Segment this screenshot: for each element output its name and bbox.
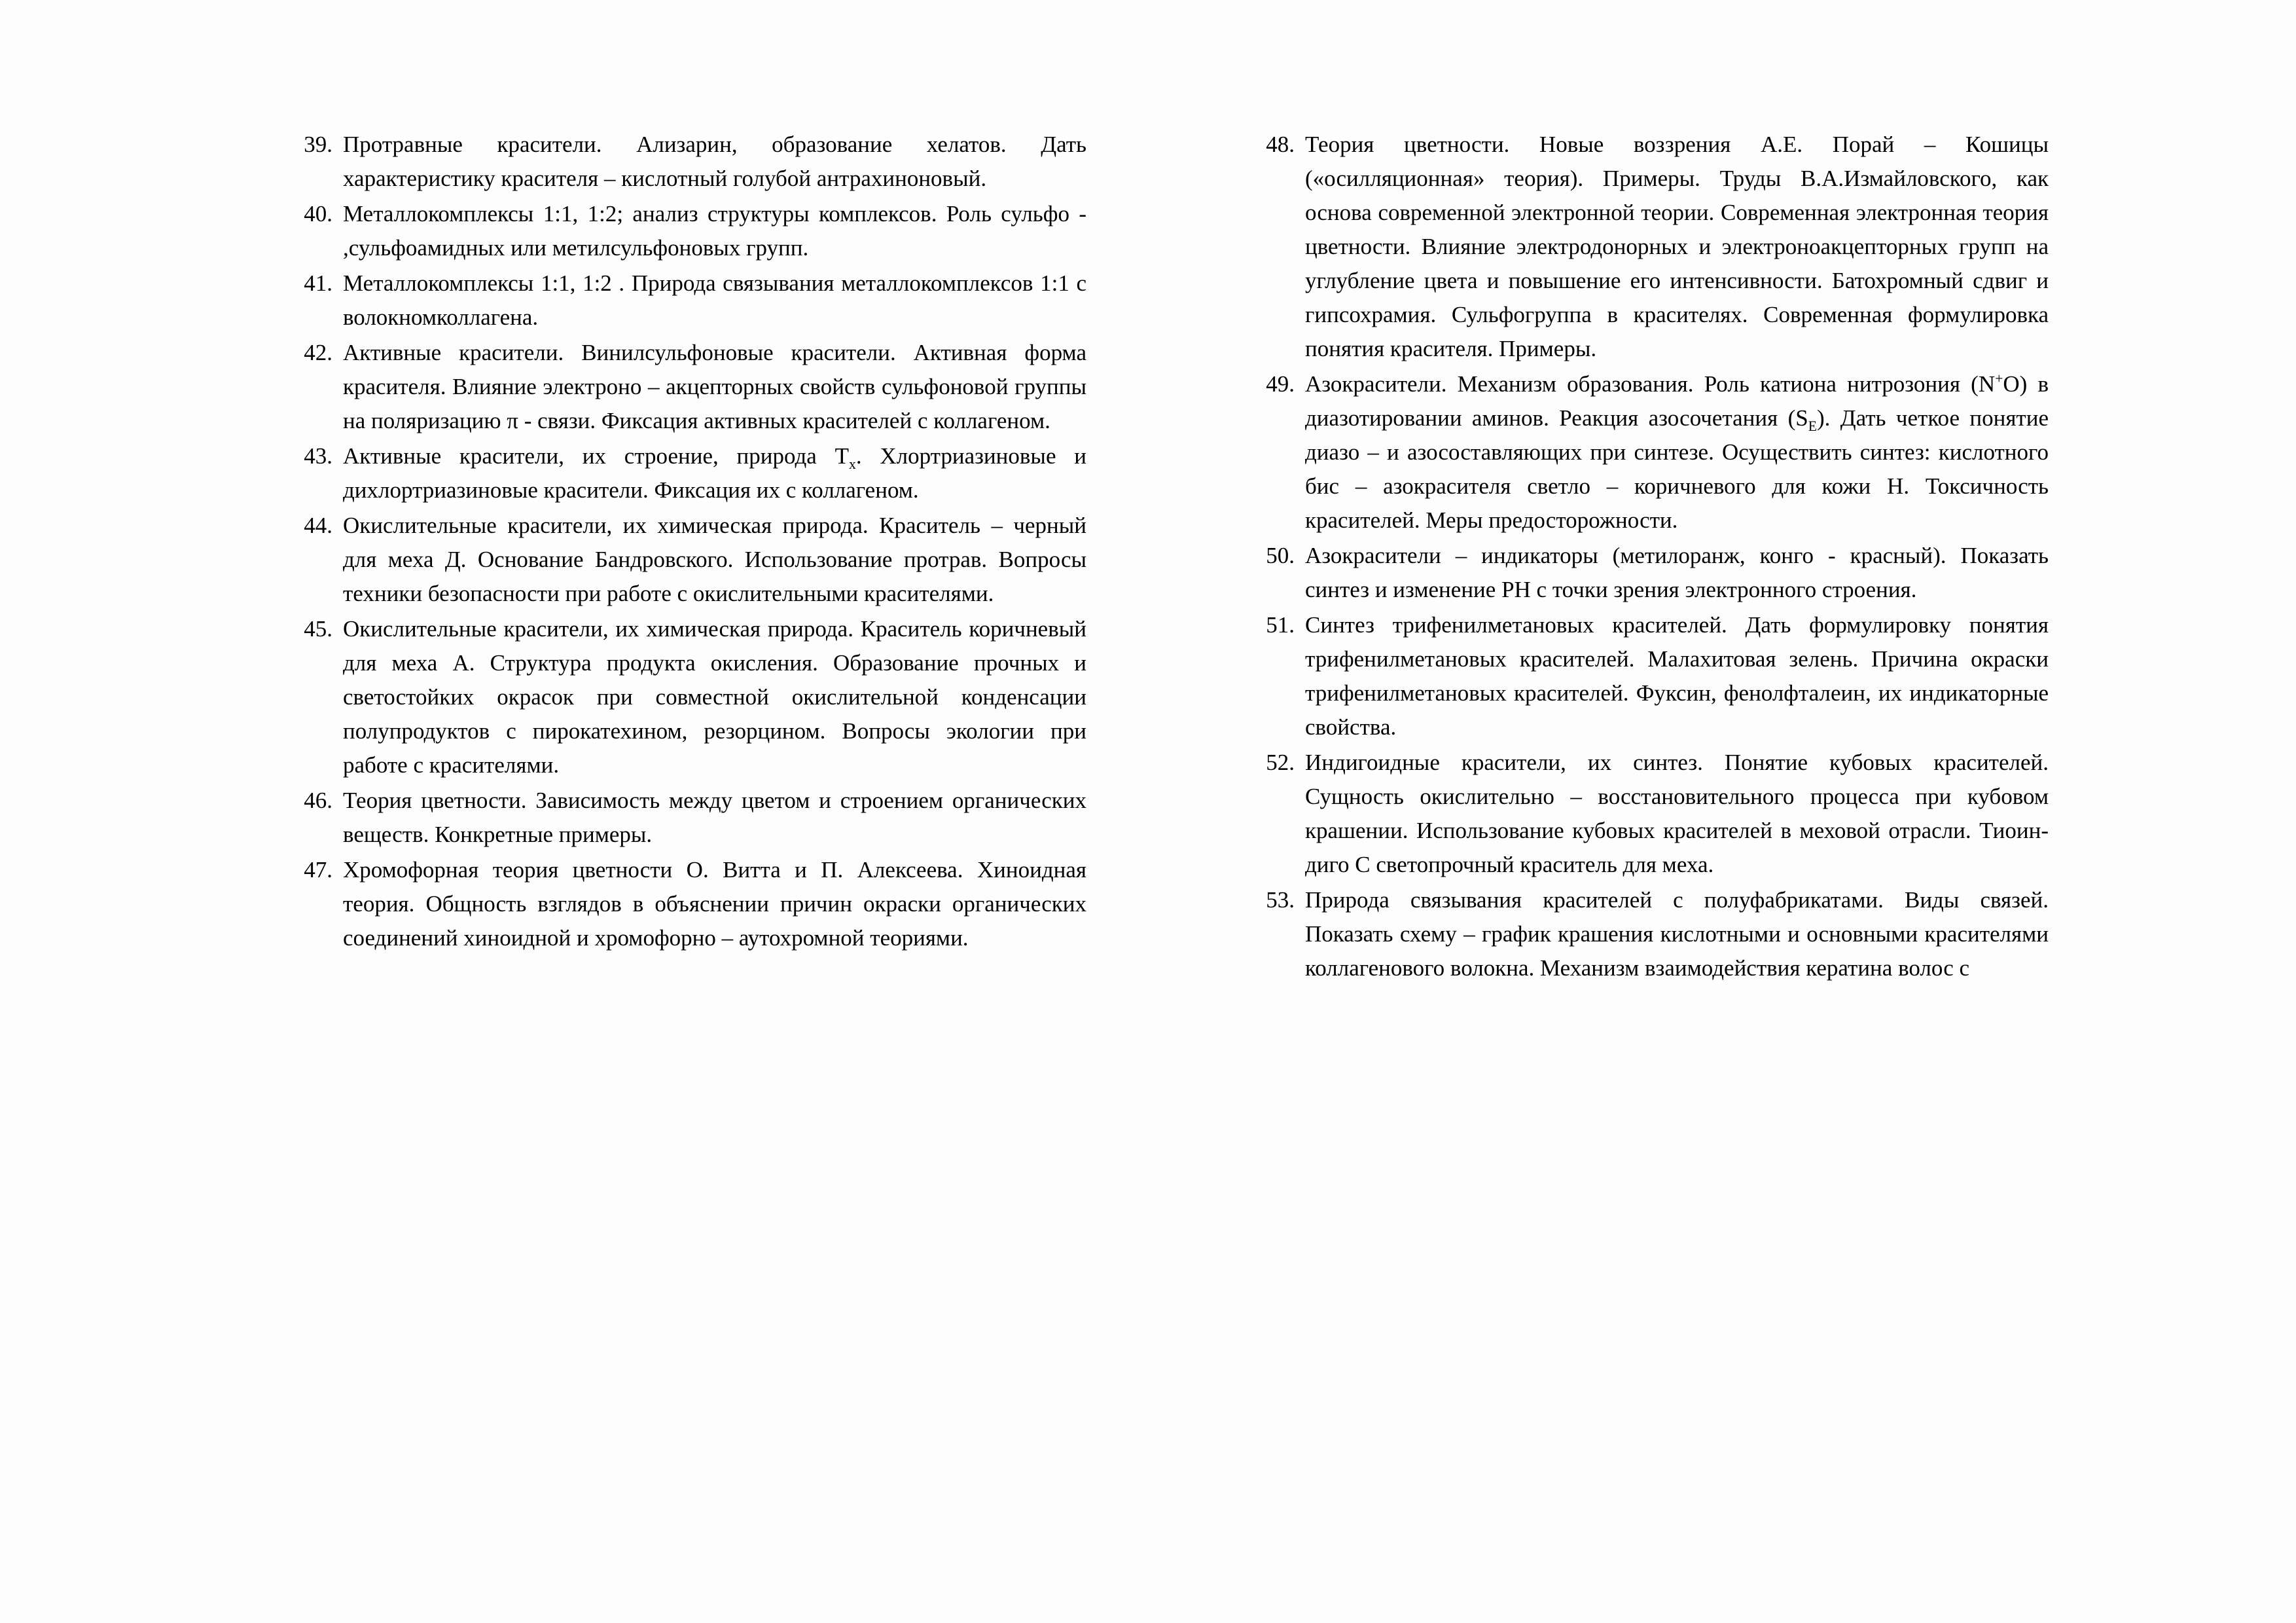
list-item-number: 39. bbox=[304, 132, 332, 157]
list-item-number: 52. bbox=[1266, 750, 1295, 775]
text-run: Активные красители, их строение, природа Т bbox=[343, 443, 849, 469]
list-item-number: 50. bbox=[1266, 543, 1295, 568]
list-item-text: Окислительные красители, их химическая природа. Краситель коричневый для меха А. Структура продукта окисления. Образование прочных и светостойких окрасок при совместной окислительной конденсации полупродуктов с пирокатехином, резорцином. Вопросы экологии при работе с красителями. bbox=[343, 616, 1086, 778]
list-item-number: 51. bbox=[1266, 612, 1295, 638]
list-item-text: Синтез трифенилметановых красителей. Дать формулировку понятия трифенилметановых красителей. Малахитовая зелень. Причина окраски трифенилметановых красителей. Фуксин, фенолфталеин, их индикаторные свойства. bbox=[1305, 612, 2049, 740]
subscript-e: E bbox=[1808, 418, 1817, 434]
list-item-number: 43. bbox=[304, 443, 332, 469]
question-list-right bbox=[1244, 128, 2049, 985]
list-item-number: 44. bbox=[304, 513, 332, 538]
list-item-number: 46. bbox=[304, 788, 332, 813]
list-item-text: Протравные красители. Ализарин, образование хелатов. Дать характеристику красителя – кислотный голубой антрахиноновый. bbox=[343, 132, 1086, 191]
list-item-text: Теория цветности. Новые воззрения А.Е. Порай – Кошицы («осилляционная» теория). Примеры. Труды В.А.Измайловского, как основа современной электронной теории. Современная электронная теория цветности. Влияние электродонорных и электроноакцепторных групп на углубление цвета и повышение его интенсивности. Батохромный сдвиг и гипсохрамия. Сульфогруппа в красителях. Современная формулировка понятия красителя. Примеры. bbox=[1305, 132, 2049, 361]
list-item bbox=[281, 266, 1086, 335]
list-item-number: 42. bbox=[304, 340, 332, 365]
list-item bbox=[281, 439, 1086, 507]
list-item-text: Металлокомплексы 1:1, 1:2 . Природа связывания металлокомплексов 1:1 с волокномколлагена. bbox=[343, 270, 1086, 330]
list-item-text: Хромофорная теория цветности О. Витта и П. Алексеева. Хиноидная теория. Общность взглядов в объяснении причин окраски органических соединений хиноидной и хромофорно – аутохромной теориями. bbox=[343, 857, 1086, 951]
text-run: . Хлортриазиновые и дихлортриазиновые красители. Фиксация их с коллагеном. bbox=[343, 443, 1086, 503]
list-item-number: 53. bbox=[1266, 887, 1295, 913]
list-item-number: 45. bbox=[304, 616, 332, 642]
list-item bbox=[281, 128, 1086, 196]
list-item-number: 40. bbox=[304, 201, 332, 227]
text-run: Азокрасители. Механизм образования. Роль катиона нитрозония (N bbox=[1305, 371, 1996, 397]
list-item bbox=[281, 509, 1086, 611]
list-item bbox=[1244, 746, 2049, 882]
list-item-text bbox=[1305, 367, 2049, 538]
list-item bbox=[281, 197, 1086, 265]
two-column-layout bbox=[281, 128, 2049, 987]
list-item-text: Окислительные красители, их химическая природа. Краситель – черный для меха Д. Основание Бандровского. Использование протрав. Вопросы техники безопасности при работе с окислительными красителями. bbox=[343, 513, 1086, 606]
list-item-number: 47. bbox=[304, 857, 332, 883]
left-column bbox=[281, 128, 1086, 987]
list-item bbox=[1244, 883, 2049, 985]
text-run: ). Дать четкое понятие диазо – и азосоставляющих при синтезе. Осуществить синтез: кислотного бис – азокрасителя светло – коричневого для кожи Н. Токсичность красителей. Меры предосторожности. bbox=[1305, 405, 2049, 533]
list-item-text: Азокрасители – индикаторы (метилоранж, конго - красный). Показать синтез и изменение РН с точки зрения электронного строения. bbox=[1305, 543, 2049, 602]
list-item bbox=[1244, 608, 2049, 744]
list-item-number: 48. bbox=[1266, 132, 1295, 157]
list-item-text: Активные красители. Винилсульфоновые красители. Активная форма красителя. Влияние электроно – акцепторных свойств сульфоновой группы на поляризацию π - связи. Фиксация активных красителей с коллагеном. bbox=[343, 340, 1086, 433]
list-item-number: 49. bbox=[1266, 371, 1295, 397]
subscript-x: x bbox=[848, 456, 856, 472]
list-item bbox=[1244, 539, 2049, 607]
list-item bbox=[281, 336, 1086, 438]
list-item-number: 41. bbox=[304, 270, 332, 296]
list-item-text: Природа связывания красителей с полуфабрикатами. Виды связей. Показать схему – график крашения кислотными и основными красителями коллагенового волокна. Механизм взаимодействия кератина волос с bbox=[1305, 887, 2049, 981]
list-item-text: Индигоидные красители, их синтез. Понятие кубовых красителей. Сущность окислительно – восстановительного процесса при кубовом крашении. Использование кубовых красителей в меховой отрасли. Тиоиндиго С светопрочный краситель для меха. bbox=[1305, 750, 2049, 877]
list-item bbox=[281, 784, 1086, 852]
superscript-plus: + bbox=[1995, 371, 2003, 387]
list-item bbox=[281, 853, 1086, 955]
right-column bbox=[1244, 128, 2049, 987]
list-item-text: Металлокомплексы 1:1, 1:2; анализ структуры комплексов. Роль сульфо - ,сульфоамидных или метилсульфоновых групп. bbox=[343, 201, 1086, 261]
list-item-text bbox=[343, 439, 1086, 507]
list-item bbox=[1244, 367, 2049, 538]
question-list-left bbox=[281, 128, 1086, 955]
list-item bbox=[281, 612, 1086, 782]
text-run: O) в диазотировании аминов. Реакция азосочетания (S bbox=[1305, 371, 2049, 431]
list-item bbox=[1244, 128, 2049, 366]
list-item-text: Теория цветности. Зависимость между цветом и строением органических веществ. Конкретные примеры. bbox=[343, 788, 1086, 847]
